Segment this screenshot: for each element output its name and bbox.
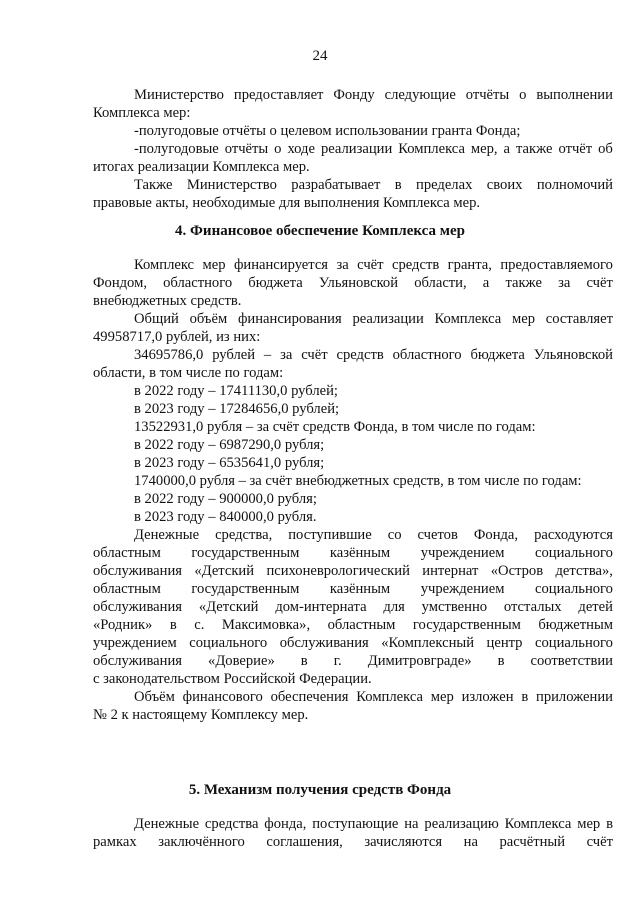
paragraph-line: 13522931,0 рубля – за счёт средств Фонда, в том числе по годам:: [134, 419, 536, 435]
paragraph-line: -полугодовые отчёты о ходе реализации Комплекса мер, а также отчёт об: [134, 141, 613, 157]
paragraph-line: областным государственным казённым учреждением социального: [93, 581, 613, 597]
paragraph-line: обслуживания «Доверие» в г. Димитровграде» в соответствии: [93, 653, 613, 669]
paragraph-line: -полугодовые отчёты о целевом использовании гранта Фонда;: [134, 123, 521, 139]
paragraph-line: правовые акты, необходимые для выполнения Комплекса мер.: [93, 195, 481, 211]
paragraph-line: области, в том числе по годам:: [93, 365, 284, 381]
paragraph-line: в 2023 году – 840000,0 рубля.: [134, 509, 317, 525]
paragraph-line: с законодательством Российской Федерации.: [93, 671, 372, 687]
paragraph-line: Также Министерство разрабатывает в пределах своих полномочий: [134, 177, 613, 193]
paragraph-line: в 2023 году – 6535641,0 рубля;: [134, 455, 325, 471]
paragraph-line: Денежные средства фонда, поступающие на реализацию Комплекса мер в: [134, 816, 613, 832]
paragraph-line: обслуживания «Детский дом-интерната для умственно отсталых детей: [93, 599, 613, 615]
paragraph-line: 49958717,0 рублей, из них:: [93, 329, 261, 345]
paragraph-line: в 2022 году – 17411130,0 рублей;: [134, 383, 338, 399]
paragraph-line: в 2022 году – 6987290,0 рубля;: [134, 437, 325, 453]
section-heading-4: 4. Финансовое обеспечение Комплекса мер: [175, 223, 465, 239]
paragraph-line: в 2023 году – 17284656,0 рублей;: [134, 401, 340, 417]
paragraph-line: учреждением социального обслуживания «Комплексный центр социального: [93, 635, 613, 651]
paragraph-line: рамках заключённого соглашения, зачисляются на расчётный счёт: [93, 834, 613, 850]
paragraph-line: в 2022 году – 900000,0 рубля;: [134, 491, 317, 507]
paragraph-line: 34695786,0 рублей – за счёт средств областного бюджета Ульяновской: [134, 347, 613, 363]
paragraph-line: Денежные средства, поступившие со счетов Фонда, расходуются: [134, 527, 613, 543]
paragraph-line: Комплекс мер финансируется за счёт средств гранта, предоставляемого: [134, 257, 613, 273]
paragraph-line: областным государственным казённым учреждением социального: [93, 545, 613, 561]
paragraph-line: Объём финансового обеспечения Комплекса мер изложен в приложении: [134, 689, 613, 705]
paragraph-line: обслуживания «Детский психоневрологический интернат «Остров детства»,: [93, 563, 613, 579]
paragraph-line: № 2 к настоящему Комплексу мер.: [93, 707, 309, 723]
page-number: 24: [312, 48, 328, 64]
paragraph-line: 1740000,0 рубля – за счёт внебюджетных средств, в том числе по годам:: [134, 473, 582, 489]
paragraph-line: «Родник» в с. Максимовка», областным государственным бюджетным: [93, 617, 613, 633]
paragraph-line: Комплекса мер:: [93, 105, 191, 121]
section-heading-5: 5. Механизм получения средств Фонда: [188, 782, 452, 798]
paragraph-line: Фондом, областного бюджета Ульяновской области, а также за счёт: [93, 275, 613, 291]
paragraph-line: итогах реализации Комплекса мер.: [93, 159, 310, 175]
paragraph-line: Общий объём финансирования реализации Комплекса мер составляет: [134, 311, 613, 327]
paragraph-line: Министерство предоставляет Фонду следующие отчёты о выполнении: [134, 87, 613, 103]
paragraph-line: внебюджетных средств.: [93, 293, 242, 309]
